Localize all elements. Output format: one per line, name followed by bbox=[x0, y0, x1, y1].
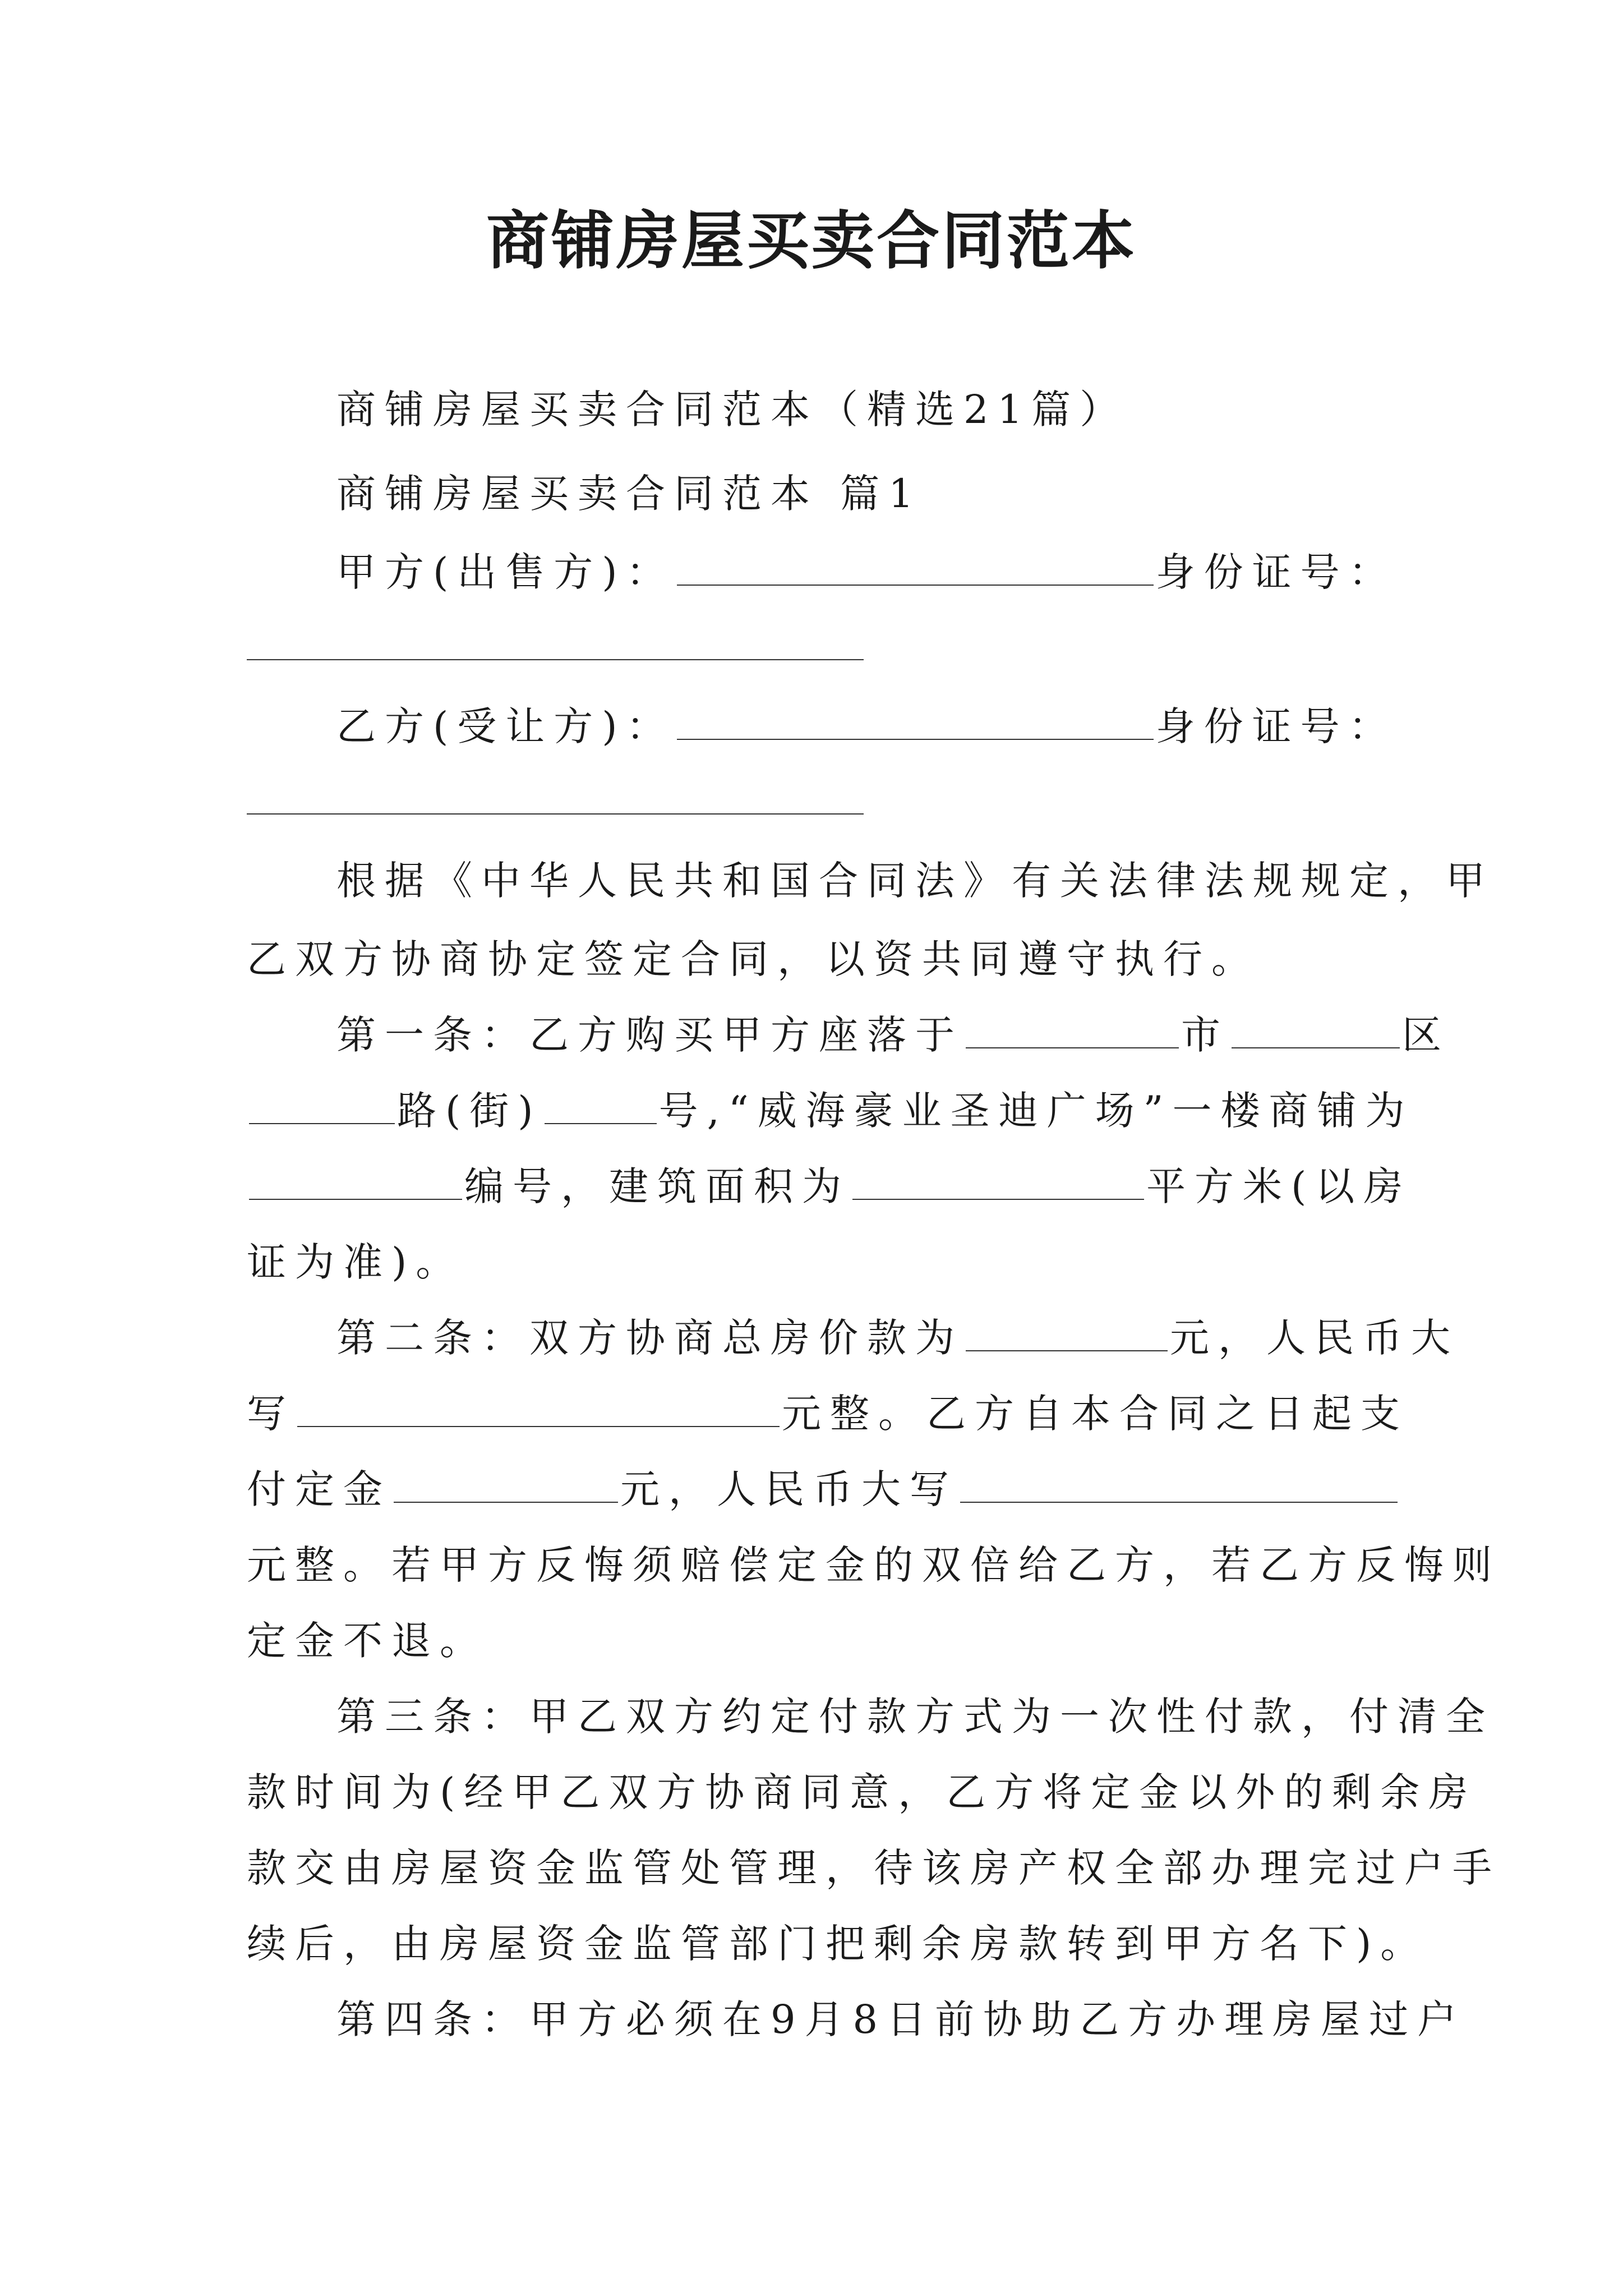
article-text: 元，人民币大写 bbox=[620, 1466, 958, 1512]
party-a-id-label: 身份证号： bbox=[1155, 549, 1397, 595]
article-text: 付定金 bbox=[247, 1466, 391, 1512]
party-b-id-blank[interactable] bbox=[247, 813, 864, 815]
article-text: 平方米(以房 bbox=[1146, 1163, 1412, 1209]
party-b-row bbox=[336, 698, 1397, 754]
intro-line: 乙双方协商协定签定合同，以资共同遵守执行。 bbox=[247, 936, 1260, 982]
deposit-blank[interactable] bbox=[394, 1462, 618, 1503]
city-blank[interactable] bbox=[966, 1008, 1179, 1048]
article-text: 路(街) bbox=[397, 1088, 542, 1134]
subtitle: 商铺房屋买卖合同范本（精选21篇） bbox=[336, 386, 1128, 432]
intro-line: 根据《中华人民共和国合同法》有关法律法规规定，甲 bbox=[336, 858, 1494, 904]
party-b-id-label: 身份证号： bbox=[1155, 703, 1397, 749]
article-text: 第二条：双方协商总房价款为 bbox=[336, 1315, 963, 1361]
article-4-line: 第四条：甲方必须在9月8日前协助乙方办理房屋过户 bbox=[336, 1996, 1466, 2042]
article-text: 号,“威海豪业圣迪广场”一楼商铺为 bbox=[658, 1088, 1414, 1134]
article-2-line: 元整。若甲方反悔须赔偿定金的双倍给乙方，若乙方反悔则 bbox=[247, 1542, 1501, 1588]
article-text: 区 bbox=[1402, 1012, 1450, 1058]
shop-number-blank[interactable] bbox=[249, 1159, 462, 1200]
article-3-line: 款交由房屋资金监管处管理，待该房产权全部办理完过户手 bbox=[247, 1845, 1501, 1891]
article-1-line bbox=[247, 1158, 1412, 1214]
article-3-line: 第三条：甲乙双方约定付款方式为一次性付款，付清全 bbox=[336, 1694, 1494, 1740]
section-heading: 商铺房屋买卖合同范本 篇1 bbox=[336, 471, 923, 517]
article-2-line bbox=[247, 1386, 1409, 1442]
article-2-line bbox=[336, 1310, 1459, 1366]
article-text: 元整。乙方自本合同之日起支 bbox=[782, 1391, 1409, 1437]
number-blank[interactable] bbox=[545, 1084, 657, 1124]
party-a-row bbox=[336, 544, 1397, 600]
total-price-blank[interactable] bbox=[966, 1311, 1168, 1351]
article-3-line: 续后，由房屋资金监管部门把剩余房款转到甲方名下)。 bbox=[247, 1921, 1429, 1967]
district-blank[interactable] bbox=[1232, 1008, 1400, 1048]
article-2-line: 定金不退。 bbox=[247, 1618, 488, 1664]
party-b-label: 乙方(受让方)： bbox=[336, 703, 675, 749]
road-blank[interactable] bbox=[249, 1084, 395, 1124]
area-blank[interactable] bbox=[852, 1159, 1144, 1200]
article-text: 元，人民币大 bbox=[1170, 1315, 1459, 1361]
article-text: 写 bbox=[247, 1391, 295, 1437]
article-2-line bbox=[247, 1461, 1400, 1517]
article-text: 市 bbox=[1181, 1012, 1229, 1058]
party-a-name-blank[interactable] bbox=[677, 545, 1154, 586]
article-3-line: 款时间为(经甲乙双方协商同意，乙方将定金以外的剩余房 bbox=[247, 1769, 1477, 1815]
party-b-name-blank[interactable] bbox=[677, 700, 1154, 740]
article-1-line: 证为准)。 bbox=[247, 1239, 464, 1285]
page-title: 商铺房屋买卖合同范本 bbox=[486, 204, 1137, 278]
article-text: 编号，建筑面积为 bbox=[464, 1163, 850, 1209]
article-1-line bbox=[247, 1083, 1413, 1139]
price-in-words-blank[interactable] bbox=[297, 1387, 780, 1427]
party-a-label: 甲方(出售方)： bbox=[336, 549, 675, 595]
party-a-id-blank[interactable] bbox=[247, 659, 864, 660]
article-1-line bbox=[336, 1007, 1450, 1063]
article-text: 第一条：乙方购买甲方座落于 bbox=[336, 1012, 963, 1058]
deposit-in-words-blank[interactable] bbox=[960, 1462, 1398, 1503]
